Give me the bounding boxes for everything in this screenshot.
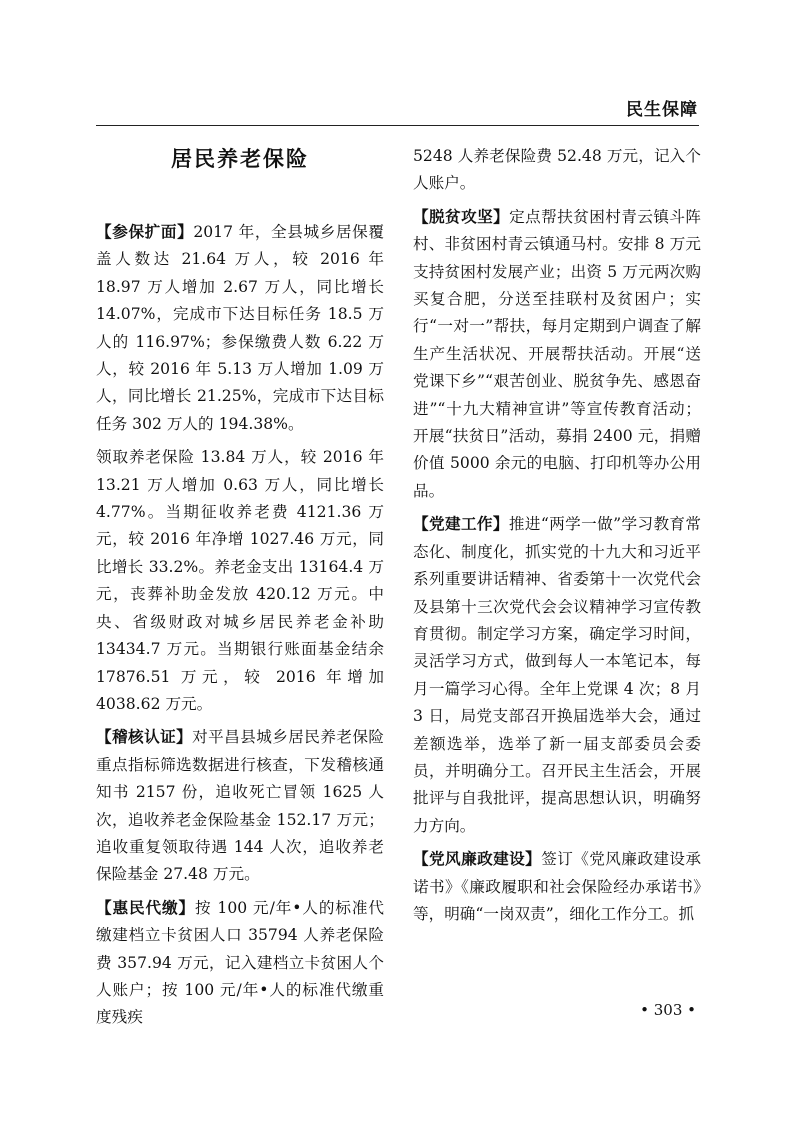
article-title: 居民养老保险 [171,147,309,171]
paragraph-heading: 【稽核认证】 [96,728,193,747]
paragraph-subsidy-continued [413,143,701,198]
paragraph-heading: 【党风廉政建设】 [413,850,542,869]
paragraph-text: 定点帮扶贫困村青云镇斗阵村、非贫困村青云镇通马村。安排 8 万元支持贫困村发展产业；出资 5 万元两次购买复合肥，分送至挂联村及贫困户；实行“一对一”帮扶，每月定期到户调查了解生产生活状况、开展帮扶活动。开展“送党课下乡”“艰苦创业、脱贫争先、感恩奋进”“十九大精神宣讲”等宣传教育活动；开展“扶贫日”活动，募捐 2400 元，捐赠价值 5000 余元的电脑、打印机等办公用品。 [413,207,701,500]
paragraph-coverage [96,219,384,438]
page-number: • 303 • [640,1001,696,1019]
paragraph-audit [96,724,384,888]
paragraph-text: 2017 年，全县城乡居保覆盖人数达 21.64 万人，较 2016 年 18.97 万人增加 2.67 万人，同比增长 14.07%，完成市下达目标任务 18.5 万人的 116.97%；参保缴费人数 6.22 万人，较 2016 年 5.13 万人增加 1.09 万人，同比增长 21.25%，完成市下达目标任务 302 万人的 194.38%。 [96,223,384,433]
header-rule [96,125,699,126]
paragraph-text: 签订《党风廉政建设承诺书》《廉政履职和社会保险经办承诺书》等，明确“一岗双责”，细化工作分工。抓 [413,850,701,923]
paragraph-heading: 【惠民代缴】 [96,898,196,917]
paragraph-pension-stats [96,444,384,718]
paragraph-poverty-alleviation [413,204,701,505]
paragraph-text: 对平昌县城乡居民养老保险重点指标筛选数据进行核查，下发稽核通知书 2157 份，追收死亡冒领 1625 人次，追收养老金保险基金 152.17 万元；追收重复领取待遇 144 人次，追收养老保险基金 27.48 万元。 [96,728,384,884]
paragraph-text: 按 100 元/年•人的标准代缴建档立卡贫困人口 35794 人养老保险费 357.94 万元，记入建档立卡贫困人个人账户；按 100 元/年•人的标准代缴重度残疾 [96,898,384,1027]
paragraph-text: 领取养老保险 13.84 万人，较 2016 年 13.21 万人增加 0.63 万人，同比增长 4.77%。当期征收养老费 4121.36 万元，较 2016 年净增 1027.46 万元，同比增长 33.2%。养老金支出 13164.4 万元，丧葬补助金发放 420.12 万元。中央、省级财政对城乡居民养老金补助 13434.7 万元。当期银行账面基金结余 17876.51 万元，较 2016 年增加 4038.62 万元。 [96,448,384,713]
paragraph-integrity [413,846,701,928]
paragraph-text: 5248 人养老保险费 52.48 万元，记入个人账户。 [413,147,701,193]
running-header-section: 民生保障 [626,100,698,120]
left-column [96,143,384,1038]
paragraph-subsidy [96,895,384,1032]
paragraph-heading: 【参保扩面】 [96,223,194,241]
paragraph-text: 推进“两学一做”学习教育常态化、制度化，抓实党的十九大和习近平系列重要讲话精神、省委第十一次党代会及县第十三次党代会会议精神学习宣传教育贯彻。制定学习方案，确定学习时间，灵活学习方式，做到每人一本笔记本，每月一篇学习心得。全年上党课 4 次；8 月 3 日，局党支部召开换届选举大会，通过差额选举，选举了新一届支部委员会委员，并明确分工。召开民主生活会，开展批评与自我批评，提高思想认识，明确努力方向。 [413,515,701,835]
paragraph-heading: 【脱贫攻坚】 [413,207,510,226]
right-column [413,143,701,934]
paragraph-heading: 【党建工作】 [413,515,509,534]
paragraph-party-building [413,511,701,840]
